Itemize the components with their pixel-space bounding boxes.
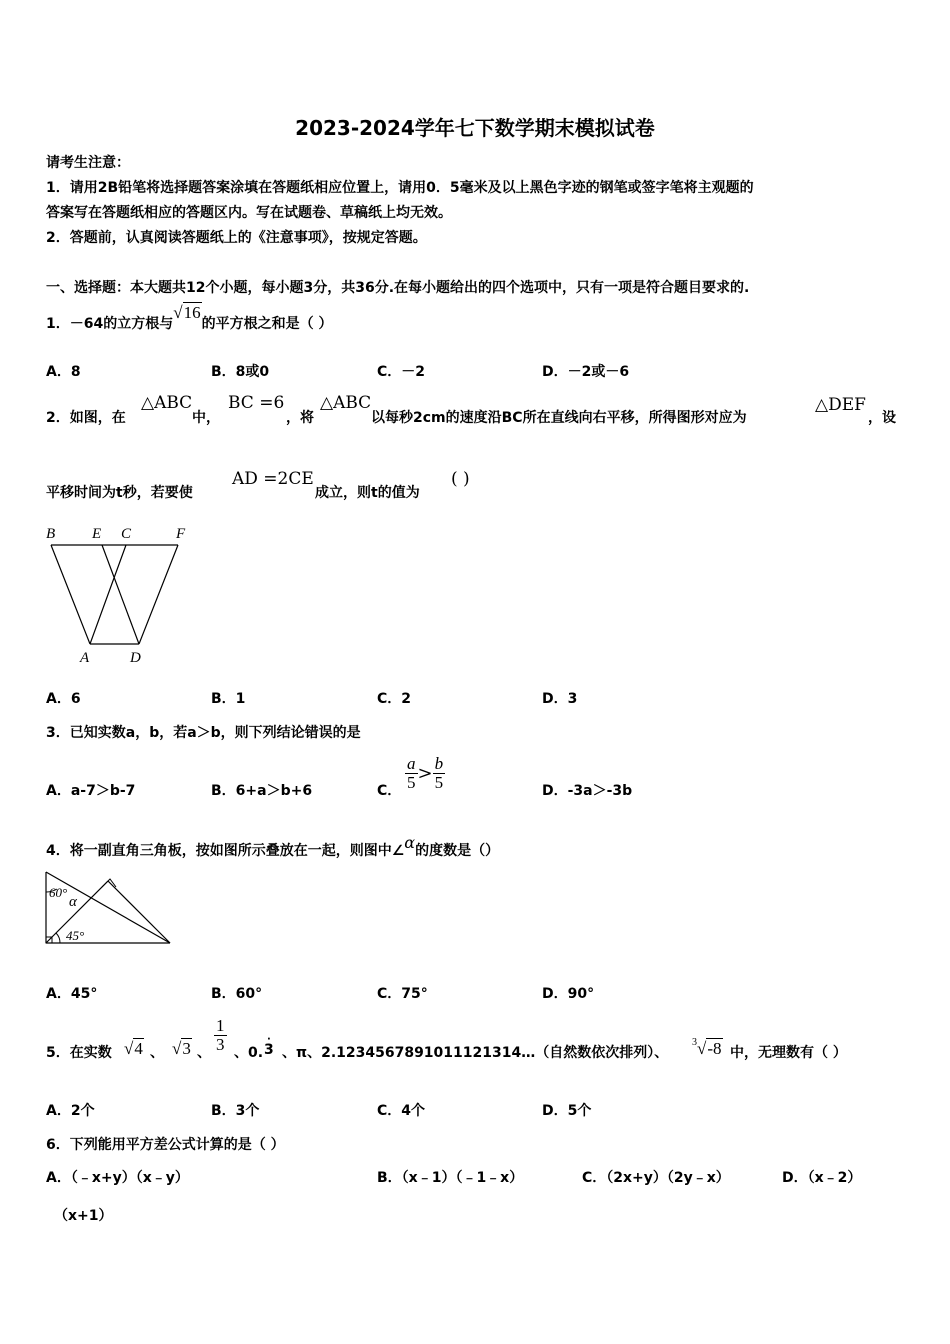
q1-option-b[interactable]: B．8或0: [211, 364, 270, 380]
q5-cbrt-index: 3: [692, 1037, 697, 1048]
q5-radicand-4: 4: [134, 1039, 143, 1058]
q2-p4: 以每秒2cm的速度沿BC所在直线向右平移，所得图形对应为: [371, 410, 747, 426]
q2-line-df: [139, 545, 178, 644]
q4-post: 的度数是（）: [415, 843, 500, 859]
q5-frac: [214, 1017, 227, 1054]
q3-frac-a: [405, 755, 418, 792]
q3-frac-b-num: b: [434, 754, 444, 773]
q5-cbrt-radicand: -8: [707, 1039, 722, 1058]
notice-heading: 请考生注意：: [46, 155, 130, 171]
notice-line-2: 2．答题前，认真阅读答题纸上的《注意事项》，按规定答题。: [46, 230, 427, 246]
q5-p2: 、0.: [234, 1045, 264, 1061]
q2-label-a: A: [80, 650, 90, 666]
q4-figure: [40, 868, 180, 950]
q5-repeating: [264, 1034, 274, 1058]
q3-option-c-label[interactable]: C．: [377, 783, 402, 799]
q4-edge-45-b: [108, 881, 170, 943]
q5-sqrt-4: √4: [124, 1039, 143, 1058]
q2-p6: 平移时间为t秒，若要使: [46, 485, 193, 501]
q5-sqrt-3: √3: [172, 1039, 191, 1058]
q4-label-60: 60°: [49, 885, 68, 900]
q2-line-ba: [51, 545, 90, 644]
q4-hypotenuse-30: [46, 872, 170, 943]
q2-figure: [40, 520, 200, 668]
q4-option-d[interactable]: D．90°: [542, 986, 595, 1002]
q2-label-e: E: [92, 526, 102, 542]
q5-option-a[interactable]: A．2个: [46, 1103, 95, 1119]
q2-label-f: F: [176, 526, 186, 542]
q4-label-alpha: α: [69, 894, 77, 910]
q3-option-a[interactable]: A．a-7＞b-7: [46, 783, 136, 799]
q2-p2: 中，: [192, 410, 220, 426]
notice-line-1: 1．请用2B铅笔将选择题答案涂填在答题纸相应位置上，请用0．5毫米及以上黑色字迹的钢笔或签字笔将主观题的: [46, 180, 754, 196]
q1-radicand: 16: [183, 303, 201, 322]
q5-p4: 中，无理数有（ ）: [730, 1045, 847, 1061]
q4-right-angle-top: [102, 879, 116, 887]
question-1: [46, 303, 333, 333]
question-4: [46, 833, 500, 860]
q3-gt: >: [417, 763, 433, 784]
q1-option-a[interactable]: A．8: [46, 364, 81, 380]
q1-pre: 1．－64的立方根与: [46, 316, 174, 332]
q2-option-d[interactable]: D．3: [542, 691, 578, 707]
q6-text: 6．下列能用平方差公式计算的是（ ）: [46, 1137, 285, 1153]
q2-math-2: BC =6: [228, 393, 285, 413]
q5-option-c[interactable]: C．4个: [377, 1103, 426, 1119]
q3-text: 3．已知实数a，b，若a＞b，则下列结论错误的是: [46, 725, 361, 741]
q5-repeating-dot: ·: [267, 1034, 271, 1045]
q2-math-3: △ABC: [320, 393, 372, 413]
q5-cbrt: $^3$√-8: [692, 1037, 722, 1058]
q3-frac-a-den: 5: [407, 773, 416, 792]
q6-option-d-cont[interactable]: （x+1）: [54, 1208, 113, 1224]
q2-math-6: ( ): [451, 469, 470, 489]
q5-sep-2: 、: [197, 1045, 211, 1061]
q5-p1: 5．在实数: [46, 1045, 112, 1061]
q5-sep-1: 、: [150, 1045, 164, 1061]
q4-option-c[interactable]: C．75°: [377, 986, 428, 1002]
q1-sqrt: √16: [173, 303, 201, 322]
q3-frac-b-den: 5: [434, 773, 444, 792]
q2-math-4: △DEF: [815, 395, 866, 415]
q2-p7: 成立，则t的值为: [315, 485, 420, 501]
q3-frac-b: [433, 755, 446, 792]
q3-option-b[interactable]: B．6+a＞b+6: [211, 783, 313, 799]
q3-option-c-math[interactable]: [405, 755, 445, 792]
q4-arc-45: [56, 933, 60, 943]
q4-option-a[interactable]: A．45°: [46, 986, 98, 1002]
q3-option-d[interactable]: D．-3a＞-3b: [542, 783, 633, 799]
q2-p5: ，设: [868, 410, 896, 426]
q6-option-d[interactable]: D．（x﹣2）: [782, 1170, 862, 1186]
q4-label-45: 45°: [66, 928, 85, 943]
q1-post: 的平方根之和是（ ）: [201, 316, 333, 332]
q6-option-c[interactable]: C．（2x+y）（2y﹣x）: [582, 1170, 730, 1186]
q5-frac-num: 1: [216, 1016, 225, 1035]
q5-option-d[interactable]: D．5个: [542, 1103, 592, 1119]
q2-option-c[interactable]: C．2: [377, 691, 412, 707]
q4-option-b[interactable]: B．60°: [211, 986, 263, 1002]
q2-option-a[interactable]: A．6: [46, 691, 81, 707]
q2-math-1: △ABC: [141, 393, 193, 413]
q5-repeating-value: 3: [264, 1042, 274, 1058]
q5-fraction: [214, 1017, 227, 1054]
q1-option-c[interactable]: C．－2: [377, 364, 426, 380]
q5-repeating-digit: [264, 1034, 274, 1058]
q5-frac-den: 3: [216, 1035, 225, 1054]
q2-option-b[interactable]: B．1: [211, 691, 246, 707]
q3-frac-a-num: a: [407, 754, 416, 773]
q4-pre: 4．将一副直角三角板，按如图所示叠放在一起，则图中∠: [46, 843, 405, 859]
q2-label-b: B: [46, 526, 56, 542]
q5-radicand-3: 3: [182, 1039, 191, 1058]
q6-option-a[interactable]: A．（﹣x+y）（x﹣y）: [46, 1170, 189, 1186]
q2-p3: ，将: [286, 410, 314, 426]
q5-option-b[interactable]: B．3个: [211, 1103, 260, 1119]
section-heading: 一、选择题：本大题共12个小题，每小题3分，共36分.在每小题给出的四个选项中，只有一项是符合题目要求的.: [46, 280, 750, 296]
q2-math-5: AD =2CE: [232, 469, 314, 489]
q2-label-c: C: [121, 526, 132, 542]
q1-option-d[interactable]: D．－2或－6: [542, 364, 630, 380]
q5-p3: 、π、2.1234567891011121314…（自然数依次排列）、: [282, 1045, 669, 1061]
page-title: 2023-2024学年七下数学期末模拟试卷: [295, 116, 655, 140]
notice-line-1b: 答案写在答题纸相应的答题区内。写在试题卷、草稿纸上均无效。: [46, 205, 452, 221]
q6-option-b[interactable]: B．（x﹣1）（﹣1﹣x）: [377, 1170, 524, 1186]
q2-p1: 2．如图，在: [46, 410, 126, 426]
q4-alpha: α: [404, 833, 416, 852]
q2-label-d: D: [130, 650, 141, 666]
